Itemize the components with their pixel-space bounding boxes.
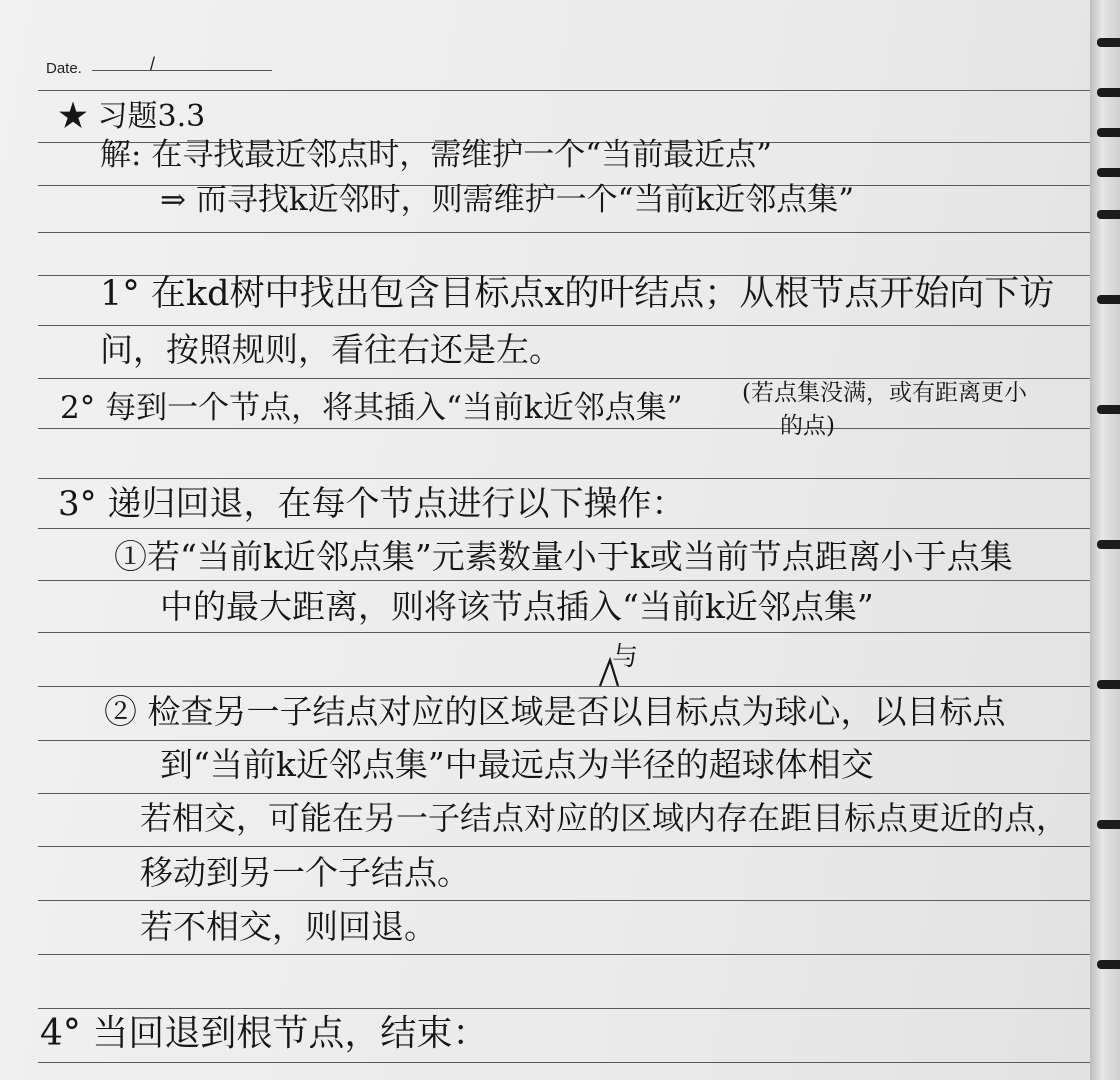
ruled-line [38,90,1090,91]
step-3-sub-1-line-2: 中的最大距离，则将该节点插入“当前k近邻点集” [160,587,874,626]
ruled-line [38,478,1090,479]
ruled-line [38,632,1090,633]
step-3-sub-2-line-4: 移动到另一个子结点。 [140,853,470,892]
ruled-line [38,900,1090,901]
step-3-heading: 3° 递归回退，在每个节点进行以下操作： [58,484,686,524]
ruled-line [38,686,1090,687]
ruled-line [38,846,1090,847]
step-3-sub-2-line-2: 到“当前k近邻点集”中最远点为半径的超球体相交 [160,745,874,784]
ruled-line [38,954,1090,955]
step-2-note-1: (若点集没满，或有距离更小 [742,380,1027,406]
inserted-character: 与 [612,642,639,672]
step-3-sub-2-line-5: 若不相交，则回退。 [140,907,437,946]
step-3-sub-2-line-3: 若相交，可能在另一子结点对应的区域内存在距目标点更近的点， [140,799,1069,837]
binding-hole-icon [1097,128,1120,137]
ruled-line [38,1062,1090,1063]
answer-line-2: ⇒ 而寻找k近邻时，则需维护一个“当前k近邻点集” [160,182,855,218]
ruled-line [38,580,1090,581]
step-1-line-2: 问，按照规则，看往右还是左。 [100,330,562,369]
ruled-line [38,428,1090,429]
binding-hole-icon [1097,210,1120,219]
binding-hole-icon [1097,405,1120,414]
ruled-line [38,325,1090,326]
date-label: Date. [46,60,82,77]
date-underline [92,70,272,71]
binding-hole-icon [1097,820,1120,829]
insertion-caret-icon [596,646,630,688]
step-1-line-1: 1° 在kd树中找出包含目标点x的叶结点；从根节点开始向下访 [100,274,1055,314]
date-value: / [150,54,156,74]
binding-hole-icon [1097,680,1120,689]
binding-hole-icon [1097,540,1120,549]
binding-hole-icon [1097,88,1120,97]
ruled-line [38,740,1090,741]
binding-hole-icon [1097,168,1120,177]
step-3-sub-1-line-1: ①若“当前k近邻点集”元素数量小于k或当前节点距离小于点集 [114,537,1013,576]
exercise-title: ★ 习题3.3 [58,99,206,134]
step-2-note-2: 的点) [780,413,835,439]
ruled-line [38,528,1090,529]
ruled-line [38,378,1090,379]
binding-hole-icon [1097,295,1120,304]
step-4-line: 4° 当回退到根节点，结束： [40,1013,489,1054]
ruled-line [38,793,1090,794]
ruled-line [38,1008,1090,1009]
binding-hole-icon [1097,960,1120,969]
step-2-line: 2° 每到一个节点，将其插入“当前k近邻点集” [60,390,683,426]
answer-line-1: 解: 在寻找最近邻点时，需维护一个“当前最近点” [100,137,772,173]
step-3-sub-2-line-1: ② 检查另一子结点对应的区域是否以目标点为球心，以目标点 [104,692,1006,731]
binding-hole-icon [1097,38,1120,47]
ruled-line [38,232,1090,233]
